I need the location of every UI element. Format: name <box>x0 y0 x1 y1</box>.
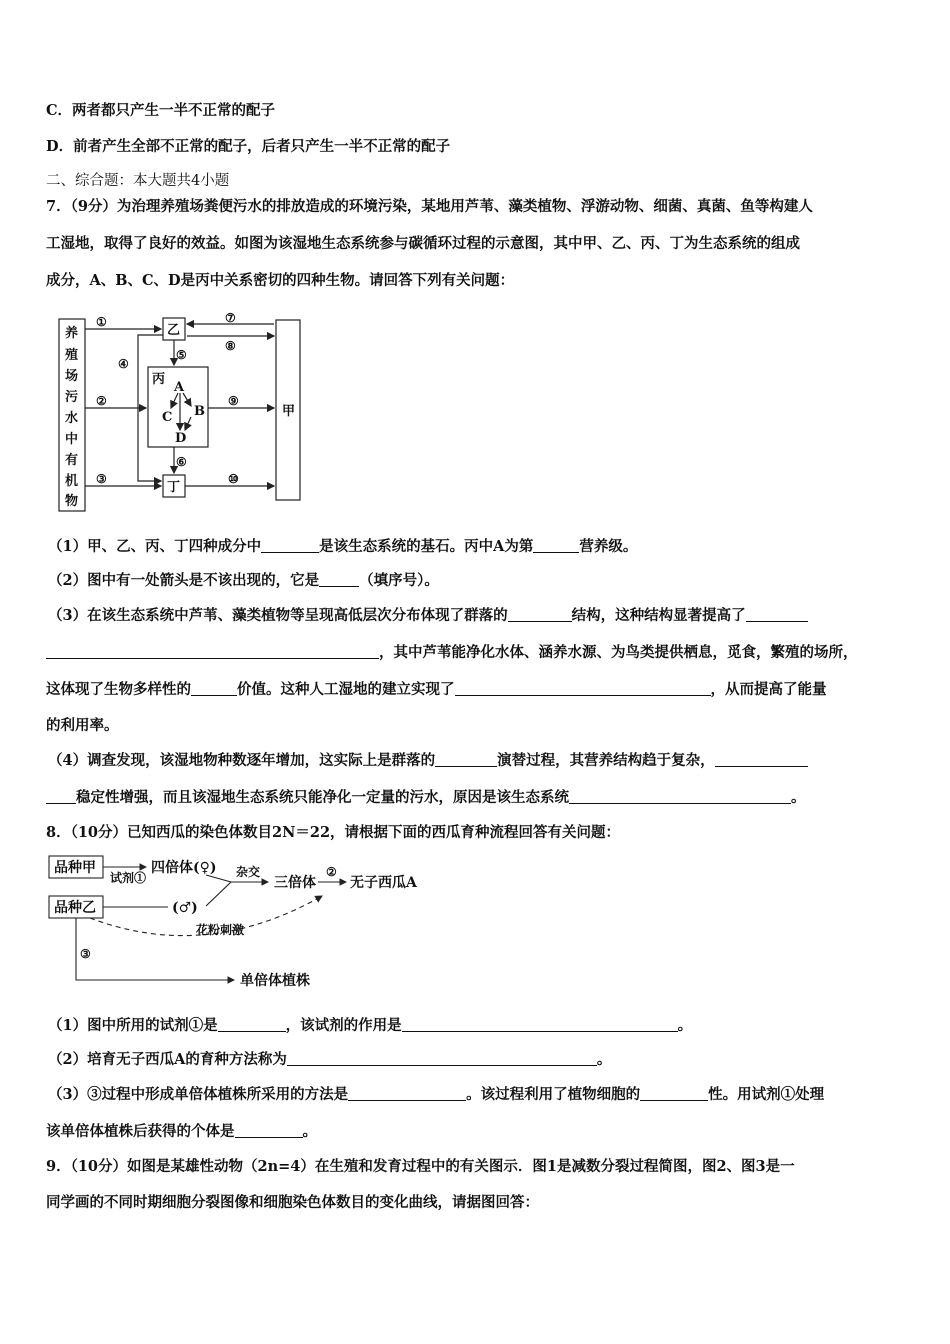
src-char-4: 污 <box>65 390 79 405</box>
organism-a: A <box>174 380 185 395</box>
q8-sub3-line2: 该单倍体植株后获得的个体是 。 <box>46 1123 317 1140</box>
q7-sub3-line2: ，其中芦苇能净化水体、涵养水源、为鸟类提供栖息，觅食，繁殖的场所， <box>46 643 858 663</box>
variety-jia: 品种甲 <box>54 860 96 876</box>
arrow-1-label: ① <box>96 315 107 329</box>
jia-label: 甲 <box>282 404 296 419</box>
arrow-6-label: ⑥ <box>176 455 187 469</box>
q7-sub3-line4: 的利用率。 <box>46 717 119 734</box>
q7-sub3-line3: 这体现了生物多样性的 价值。这种人工湿地的建立实现了 ，从而提高了能量 <box>46 681 827 698</box>
q7-stem-line3: 成分，A、B、C、D是丙中关系密切的四种生物。请回答下列有关问题： <box>46 272 515 289</box>
pollen-label: 花粉刺激 <box>196 923 245 937</box>
answer-blank[interactable] <box>218 1017 286 1032</box>
arrow-7-label: ⑦ <box>225 311 236 325</box>
q7-stem-line1: 7．（9分）为治理养殖场粪便污水的排放造成的环境污染，某地用芦苇、藻类植物、浮游动物、细菌、真菌、鱼等构建人 <box>46 198 813 215</box>
q8-stem: 8．（10分）已知西瓜的染色体数目2N＝22，请根据下面的西瓜育种流程回答有关问题： <box>46 824 621 841</box>
q7-sub4-line2: 稳定性增强，而且该湿地生态系统只能净化一定量的污水，原因是该生态系统 。 <box>46 788 806 808</box>
answer-blank[interactable] <box>287 1051 597 1066</box>
organism-b: B <box>194 404 205 419</box>
q8-sub1: （1）图中所用的试剂①是 ，该试剂的作用是 。 <box>48 1017 693 1034</box>
src-char-3: 场 <box>65 369 79 384</box>
q7-stem-line2: 工湿地，取得了良好的效益。如图为该湿地生态系统参与碳循环过程的示意图，其中甲、乙、丙、丁为生态系统的组成 <box>46 235 800 252</box>
arrow-5-label: ⑤ <box>176 348 187 362</box>
answer-blank[interactable] <box>348 1086 466 1101</box>
triploid-label: 三倍体 <box>274 875 316 891</box>
arrow-4-label: ④ <box>118 357 129 371</box>
seedless-label: 无子西瓜A <box>350 875 417 891</box>
cross-label: 杂交 <box>236 865 261 879</box>
step2-label: ② <box>326 865 337 879</box>
carbon-cycle-diagram <box>50 305 320 517</box>
watermelon-breeding-diagram <box>46 852 446 1002</box>
step3-label: ③ <box>80 947 91 961</box>
answer-blank[interactable] <box>455 681 711 696</box>
src-char-2: 殖 <box>65 348 79 363</box>
q9-stem-line1: 9．（10分）如图是某雄性动物（2n=4）在生殖和发育过程中的有关图示．图1是减数分裂过程简图，图2、图3是一 <box>46 1158 795 1175</box>
option-c: C．两者都只产生一半不正常的配子 <box>46 102 276 119</box>
bing-label: 丙 <box>152 372 166 387</box>
answer-blank[interactable] <box>746 607 808 622</box>
yi-label: 乙 <box>167 323 181 338</box>
arrow-8-label: ⑧ <box>225 339 236 353</box>
src-char-1: 养 <box>65 326 79 341</box>
q7-sub3-line1: （3）在该生态系统中芦苇、藻类植物等呈现高低层次分布体现了群落的 结构，这种结构显著提高了 <box>48 606 808 626</box>
answer-blank[interactable] <box>640 1086 708 1101</box>
q8-sub2: （2）培育无子西瓜A的育种方法称为 。 <box>48 1051 612 1068</box>
answer-blank[interactable] <box>261 538 319 553</box>
answer-blank[interactable] <box>235 1123 303 1138</box>
answer-blank[interactable] <box>435 752 497 767</box>
src-char-7: 有 <box>65 453 79 468</box>
q9-stem-line2: 同学画的不同时期细胞分裂图像和细胞染色体数目的变化曲线，请据图回答： <box>46 1194 539 1211</box>
answer-blank[interactable] <box>533 538 579 553</box>
q7-sub2: （2）图中有一处箭头是不该出现的，它是 （填序号）。 <box>48 572 439 589</box>
q7-sub4-line1: （4）调查发现，该湿地物种数逐年增加，这实际上是群落的 演替过程，其营养结构趋于复杂， <box>48 751 808 771</box>
arrow-3-label: ③ <box>96 472 107 486</box>
variety-yi: 品种乙 <box>54 900 96 916</box>
answer-blank[interactable] <box>46 789 76 804</box>
src-char-6: 中 <box>65 432 79 447</box>
organism-d: D <box>175 431 187 446</box>
answer-blank[interactable] <box>191 681 237 696</box>
q7-sub1: （1）甲、乙、丙、丁四种成分中 是该生态系统的基石。丙中A为第 营养级。 <box>48 538 638 555</box>
q8-sub3-line1: （3）③过程中形成单倍体植株所采用的方法是 。该过程利用了植物细胞的 性。用试剂①处理 <box>48 1086 825 1103</box>
src-char-5: 水 <box>65 411 79 426</box>
organism-c: C <box>162 410 173 425</box>
answer-blank[interactable] <box>715 752 808 767</box>
arrow-10-label: ⑩ <box>228 472 239 486</box>
src-char-9: 物 <box>65 494 79 509</box>
haploid-label: 单倍体植株 <box>240 973 310 989</box>
answer-blank[interactable] <box>46 644 379 659</box>
male-label: (♂) <box>172 900 198 916</box>
reagent-label: 试剂① <box>110 871 147 885</box>
section-title: 二、综合题：本大题共4小题 <box>46 173 230 189</box>
ding-label: 丁 <box>167 480 181 495</box>
arrow-2-label: ② <box>96 394 107 408</box>
answer-blank[interactable] <box>319 572 359 587</box>
arrow-9-label: ⑨ <box>228 394 239 408</box>
answer-blank[interactable] <box>402 1017 678 1032</box>
answer-blank[interactable] <box>569 789 791 804</box>
answer-blank[interactable] <box>508 607 572 622</box>
option-d: D．前者产生全部不正常的配子，后者只产生一半不正常的配子 <box>46 138 451 155</box>
tetraploid-label: 四倍体(♀) <box>151 860 217 876</box>
src-char-8: 机 <box>65 474 79 489</box>
